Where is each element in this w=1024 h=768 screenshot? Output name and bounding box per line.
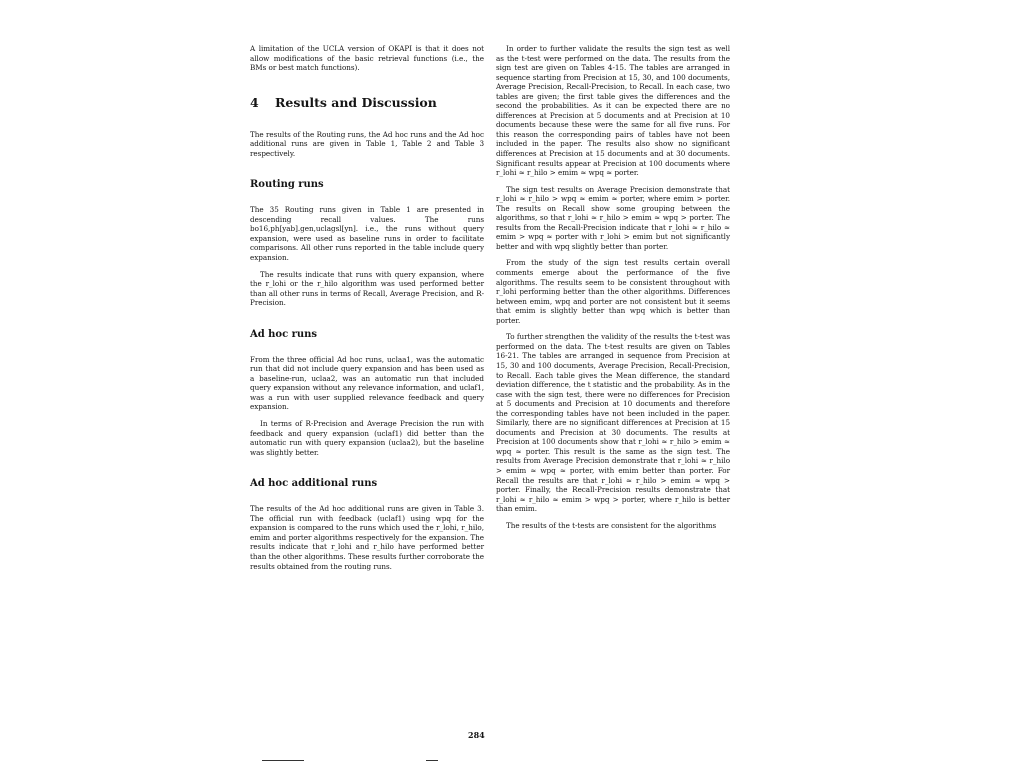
left-column <box>250 44 484 578</box>
footer-rule <box>426 760 438 761</box>
section-number: 4 <box>250 94 259 110</box>
adhoc-runs-heading: Ad hoc runs <box>250 328 317 340</box>
section-heading <box>250 95 484 110</box>
footer-rule <box>262 760 304 761</box>
routing-paragraph-1: The 35 Routing runs given in Table 1 are presented in descending recall values. The runs bo16,ph[yab].gen,uclagsl[yn]. i.e., the runs without query expansion, were used as baseline runs in order to facilitate comparisons. All other runs reported in the table include query expansion. <box>250 205 484 263</box>
intro-paragraph: A limitation of the UCLA version of OKAPI is that it does not allow modifications of the basic retrieval functions (i.e., the BMs or best match functions). <box>250 44 484 73</box>
right-column <box>496 44 730 537</box>
adhoc-paragraph-1: From the three official Ad hoc runs, uclaa1, was the automatic run that did not include query expansion and has been used as a baseline-run, uclaa2, was an automatic run that included query expansion without any relevance information, and uclaf1, was a run with user supplied relevance feedback and query expansion. <box>250 354 484 412</box>
sign-test-paragraph-2: The sign test results on Average Precision demonstrate that r_lohi ≈ r_hilo > wpq ≈ emim ≈ porter, where emim > porter. The results on Recall show some grouping between the algorithms, so that r_lohi ≈ r_hilo > emim ≈ wpq > porter. The results from the Recall-Precision indicate that r_lohi ≈ r_hilo ≈ emim > wpq ≈ porter with r_lohi > emim but not significantly better and with wpq slightly better than porter. <box>496 184 730 251</box>
adhoc-paragraph-2: In terms of R-Precision and Average Precision the run with feedback and query expansion (uclaf1) did better than the automatic run with query expansion (uclaa2), but the baseline was slightly better. <box>250 419 484 457</box>
t-test-paragraph-1: To further strengthen the validity of the results the t-test was performed on the data. The t-test results are given on Tables 16-21. The tables are arranged in sequence from Precision at 15, 30 and 100 documents, Average Precision, Recall-Precision, to Recall. Each table gives the Mean difference, the standard deviation difference, the t statistic and the probability. As in the case with the sign test, there were no differences for Precision at 5 documents and Precision at 10 documents and therefore the corresponding tables have not been included in the paper. Similarly, there are no significant differences at Precision at 15 documents and Precision at 30 documents. The results at Precision at 100 documents show that r_lohi ≈ r_hilo > emim ≈ wpq ≈ porter. This result is the same as the sign test. The results from Average Precision demonstrate that r_lohi ≈ r_hilo > emim ≈ wpq ≈ porter, with emim better than porter. For Recall the results are that r_lohi ≈ r_hilo > emim ≈ wpq > porter. Finally, the Recall-Precision results demonstrate that r_lohi ≈ r_hilo ≈ emim > wpq > porter, where r_hilo is better than emim. <box>496 332 730 514</box>
page-number: 284 <box>468 730 485 740</box>
adhoc-additional-paragraph: The results of the Ad hoc additional runs are given in Table 3. The official run with feedback (uclaf1) using wpq for the expansion is compared to the runs which used the r_lohi, r_hilo, emim and porter algorithms respectively for the expansion. The results indicate that r_lohi and r_hilo have performed better than the other algorithms. These results further corroborate the results obtained from the routing runs. <box>250 504 484 571</box>
results-overview-paragraph: The results of the Routing runs, the Ad hoc runs and the Ad hoc additional runs are given in Table 1, Table 2 and Table 3 respectively. <box>250 129 484 158</box>
t-test-paragraph-2: The results of the t-tests are consistent for the algorithms <box>506 520 717 530</box>
sign-test-paragraph-3: From the study of the sign test results certain overall comments emerge about the performance of the five algorithms. The results seem to be consistent throughout with r_lohi performing better than the other algorithms. Differences between emim, wpq and porter are not consistent but it seems that emim is slightly better than wpq which is better than porter. <box>496 258 730 325</box>
section-title: Results and Discussion <box>275 94 437 110</box>
sign-test-paragraph-1: In order to further validate the results the sign test as well as the t-test were performed on the data. The results from the sign test are given on Tables 4-15. The tables are arranged in sequence starting from Precision at 15, 30, and 100 documents, Average Precision, Recall-Precision, to Recall. In each case, two tables are given; the first table gives the differences and the second the probabilities. As it can be expected there are no differences at Precision at 5 documents and at Precision at 10 documents because these were the same for all five runs. For this reason the corresponding pairs of tables have not been included in the paper. The results also show no significant differences at Precision at 15 documents and at 30 documents. Significant results appear at Precision at 100 documents where r_lohi ≈ r_hilo > emim ≈ wpq ≈ porter. <box>496 44 730 178</box>
routing-runs-heading: Routing runs <box>250 179 324 191</box>
routing-paragraph-2: The results indicate that runs with query expansion, where the r_lohi or the r_hilo algorithm was used performed better than all other runs in terms of Recall, Average Precision, and R-Precision. <box>250 269 484 308</box>
adhoc-additional-runs-heading: Ad hoc additional runs <box>250 478 378 490</box>
